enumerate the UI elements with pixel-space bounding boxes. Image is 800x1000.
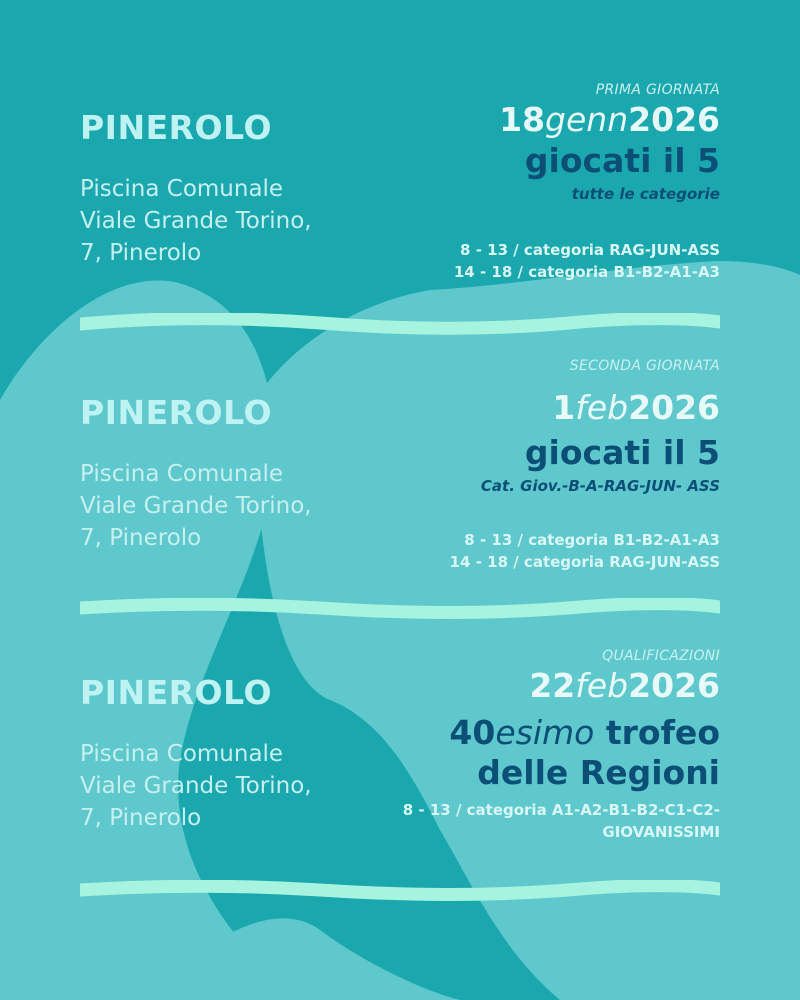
wave-divider xyxy=(80,313,720,335)
event-date xyxy=(403,666,720,705)
time-slot: 8 - 13 / categoria B1-B2-A1-A3 xyxy=(464,531,720,549)
venue-block xyxy=(80,108,312,269)
address-line: Piscina Comunale xyxy=(80,176,284,202)
time-slots xyxy=(454,239,720,283)
venue-block xyxy=(80,393,312,554)
address-line: Viale Grande Torino, xyxy=(80,773,312,799)
address-line: 7, Pinerolo xyxy=(80,805,202,831)
time-slot: 8 - 13 / categoria RAG-JUN-ASS xyxy=(460,241,720,259)
schedule-block xyxy=(450,358,720,573)
time-slot: 14 - 18 / categoria B1-B2-A1-A3 xyxy=(453,263,720,281)
address-line: 7, Pinerolo xyxy=(80,525,202,551)
event-title: giocati il 5 xyxy=(524,141,720,180)
time-slot: 8 - 13 / categoria A1-A2-B1-B2-C1-C2- xyxy=(402,801,720,819)
wave-divider xyxy=(80,880,720,902)
venue-address xyxy=(80,738,312,834)
event-title xyxy=(403,713,720,753)
city-title: PINEROLO xyxy=(80,108,272,147)
address-line: Piscina Comunale xyxy=(80,741,284,767)
date-day: 18 xyxy=(499,100,546,139)
venue-address xyxy=(80,458,312,554)
time-slots xyxy=(403,799,720,843)
event-title-line-2: delle Regioni xyxy=(477,753,720,792)
event-date xyxy=(454,100,720,139)
date-year: 2026 xyxy=(628,100,720,139)
date-month: genn xyxy=(545,100,629,139)
date-month: feb xyxy=(575,388,629,427)
wave-divider xyxy=(80,598,720,620)
edition-suffix: esimo xyxy=(495,713,595,752)
event-title: giocati il 5 xyxy=(524,433,720,472)
trophy-word: trofeo xyxy=(605,713,720,752)
city-title: PINEROLO xyxy=(80,673,272,712)
time-slot: 14 - 18 / categoria RAG-JUN-ASS xyxy=(449,553,720,571)
day-label: QUALIFICAZIONI xyxy=(602,648,720,664)
date-year: 2026 xyxy=(628,666,720,705)
city-title: PINEROLO xyxy=(80,393,272,432)
event-subtitle: tutte le categorie xyxy=(571,185,720,203)
day-label: SECONDA GIORNATA xyxy=(569,358,720,374)
venue-address xyxy=(80,173,312,269)
venue-block xyxy=(80,673,312,834)
schedule-block xyxy=(454,82,720,283)
date-day: 1 xyxy=(552,388,576,427)
date-month: feb xyxy=(575,666,629,705)
address-line: Viale Grande Torino, xyxy=(80,493,312,519)
address-line: 7, Pinerolo xyxy=(80,240,202,266)
event-date xyxy=(450,388,720,427)
address-line: Piscina Comunale xyxy=(80,461,284,487)
address-line: Viale Grande Torino, xyxy=(80,208,312,234)
date-year: 2026 xyxy=(628,388,720,427)
time-slot: GIOVANISSIMI xyxy=(602,823,720,841)
event-subtitle: Cat. Giov.-B-A-RAG-JUN- ASS xyxy=(480,477,720,495)
day-label: PRIMA GIORNATA xyxy=(595,82,720,98)
date-day: 22 xyxy=(529,666,576,705)
schedule-block xyxy=(403,648,720,843)
time-slots xyxy=(450,529,720,573)
edition-number: 40 xyxy=(449,713,496,752)
